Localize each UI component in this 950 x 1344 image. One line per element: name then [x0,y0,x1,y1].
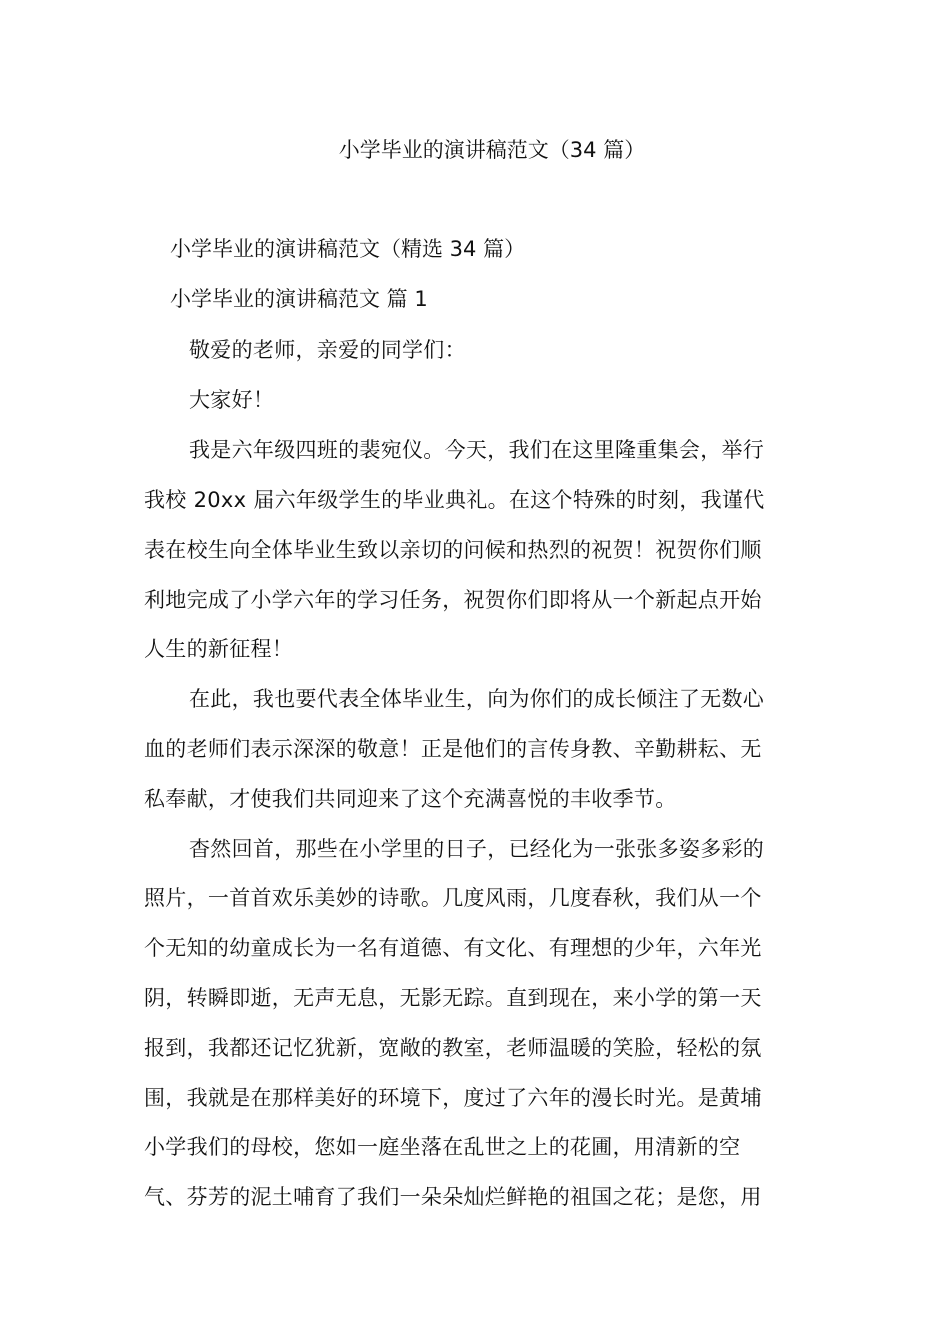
text-line: 我校 20xx 届六年级学生的毕业典礼。在这个特殊的时刻，我谨代 [144,488,765,512]
text-line: 气、芬芳的泥土哺育了我们一朵朵灿烂鲜艳的祖国之花；是您，用 [144,1185,762,1209]
text-line: 报到，我都还记忆犹新，宽敞的教室，老师温暖的笑脸，轻松的氛 [144,1036,762,1060]
text-line: 照片，一首首欢乐美妙的诗歌。几度风雨，几度春秋，我们从一个 [144,886,762,910]
document-title: 小学毕业的演讲稿范文（34 篇） [338,138,646,162]
text-line: 私奉献，才使我们共同迎来了这个充满喜悦的丰收季节。 [144,787,677,811]
text-line: 杳然回首，那些在小学里的日子，已经化为一张张多姿多彩的 [189,837,765,861]
text-line: 表在校生向全体毕业生致以亲切的问候和热烈的祝贺！祝贺你们顺 [144,538,762,562]
text-line: 大家好！ [189,388,275,412]
text-line: 利地完成了小学六年的学习任务，祝贺你们即将从一个新起点开始 [144,588,762,612]
text-line: 我是六年级四班的裴宛仪。今天，我们在这里隆重集会，举行 [189,438,765,462]
section-heading: 小学毕业的演讲稿范文 篇 1 [170,287,428,311]
text-line: 围，我就是在那样美好的环境下，度过了六年的漫长时光。是黄埔 [144,1086,762,1110]
text-line: 小学我们的母校，您如一庭坐落在乱世之上的花圃，用清新的空 [144,1135,741,1159]
text-line: 人生的新征程！ [144,637,294,661]
text-line: 血的老师们表示深深的敬意！正是他们的言传身教、辛勤耕耘、无 [144,737,762,761]
document-subtitle: 小学毕业的演讲稿范文（精选 34 篇） [170,237,526,261]
text-line: 在此，我也要代表全体毕业生，向为你们的成长倾注了无数心 [189,687,765,711]
text-line: 阴，转瞬即逝，无声无息，无影无踪。直到现在，来小学的第一天 [144,986,762,1010]
text-line: 敬爱的老师，亲爱的同学们： [189,338,466,362]
text-line: 个无知的幼童成长为一名有道德、有文化、有理想的少年，六年光 [144,936,762,960]
